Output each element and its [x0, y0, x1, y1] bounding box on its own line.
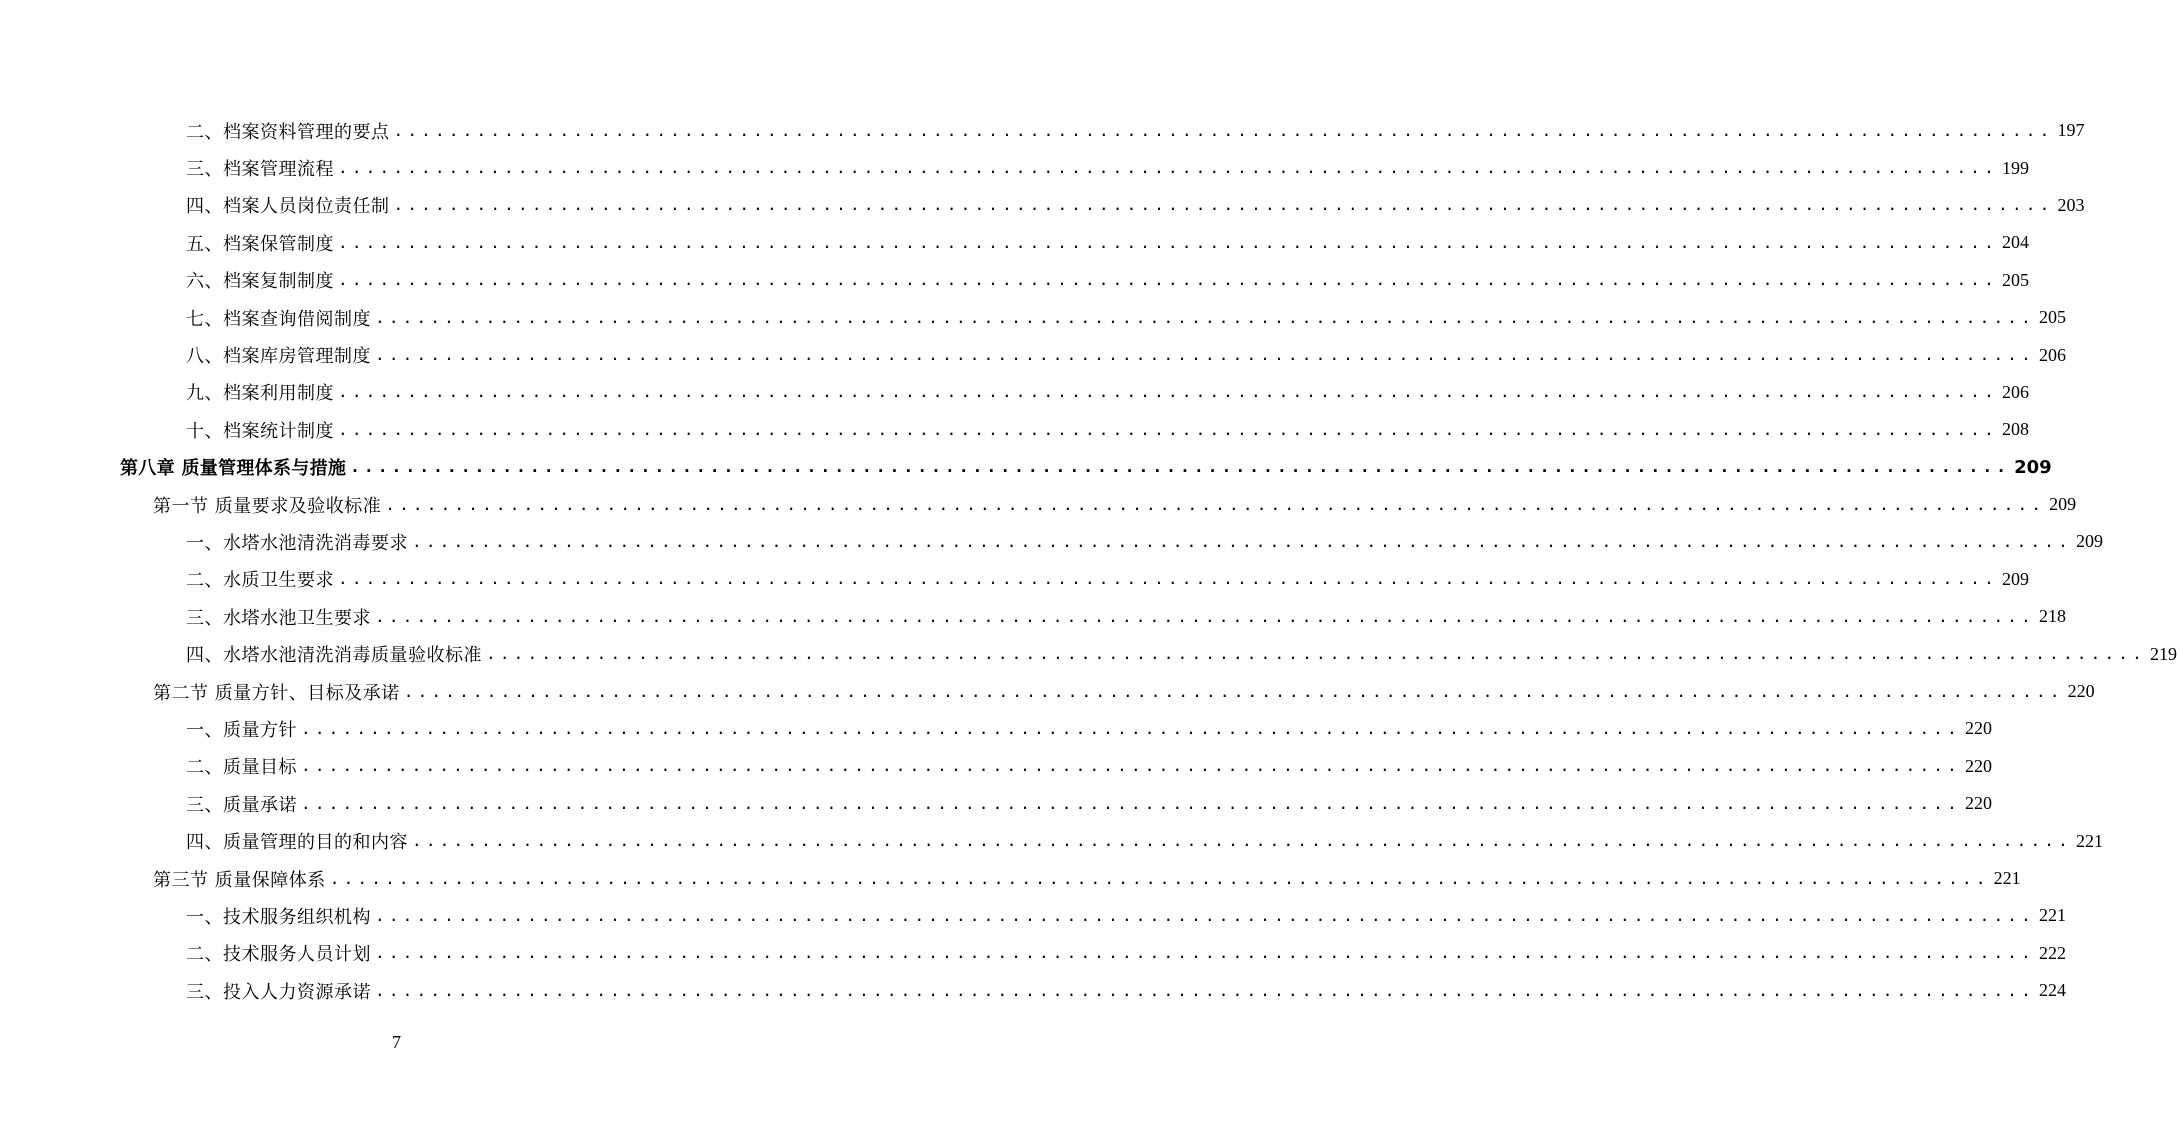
toc-entry-title: 二、档案资料管理的要点	[186, 121, 390, 143]
toc-entry-page: 209	[2001, 568, 2029, 589]
toc-dot-leader: ........................................................................................................................	[329, 868, 1990, 888]
toc-entry-item[interactable]	[0, 374, 2029, 411]
toc-entry-page: 204	[2001, 232, 2029, 253]
toc-entry-item[interactable]	[0, 523, 2103, 560]
toc-dot-leader: ........................................................................................................................	[393, 195, 2054, 215]
toc-entry-page: 220	[1964, 718, 1992, 739]
toc-entry-title: 第三节 质量保障体系	[153, 869, 326, 891]
toc-entry-title: 二、技术服务人员计划	[186, 944, 371, 966]
toc-entry-item[interactable]	[0, 897, 2066, 934]
toc-entry-chapter[interactable]	[0, 449, 2052, 486]
toc-dot-leader: ........................................................................................................................	[412, 531, 2072, 551]
table-of-contents	[0, 112, 2177, 1009]
toc-entry-page: 219	[2149, 643, 2177, 664]
toc-entry-title: 四、水塔水池清洗消毒质量验收标准	[186, 645, 482, 667]
toc-entry-page: 220	[2067, 681, 2095, 702]
toc-entry-item[interactable]	[0, 785, 1992, 822]
toc-entry-page: 209	[2014, 456, 2052, 478]
toc-dot-leader: ........................................................................................................................	[375, 345, 2035, 365]
toc-entry-item[interactable]	[0, 935, 2066, 972]
toc-dot-leader: ........................................................................................................................	[375, 606, 2035, 626]
toc-entry-title: 九、档案利用制度	[186, 383, 334, 405]
toc-entry-title: 八、档案库房管理制度	[186, 346, 371, 368]
toc-entry-title: 一、水塔水池清洗消毒要求	[186, 532, 408, 554]
toc-entry-page: 197	[2057, 120, 2085, 141]
toc-dot-leader: ........................................................................................................................	[486, 644, 2146, 664]
toc-entry-item[interactable]	[0, 187, 2085, 224]
toc-entry-item[interactable]	[0, 411, 2029, 448]
toc-entry-section[interactable]	[0, 860, 2021, 897]
toc-dot-leader: ........................................................................................................................	[403, 681, 2064, 701]
toc-dot-leader: ........................................................................................................................	[412, 831, 2072, 851]
toc-dot-leader: ........................................................................................................................	[375, 905, 2035, 925]
toc-entry-item[interactable]	[0, 822, 2103, 859]
toc-entry-item[interactable]	[0, 336, 2066, 373]
toc-entry-title: 二、水质卫生要求	[186, 570, 334, 592]
toc-entry-page: 206	[2001, 381, 2029, 402]
toc-entry-item[interactable]	[0, 149, 2029, 186]
toc-entry-title: 六、档案复制制度	[186, 271, 334, 293]
toc-entry-page: 209	[2049, 494, 2077, 515]
toc-entry-title: 三、档案管理流程	[186, 159, 334, 181]
toc-entry-page: 206	[2038, 344, 2066, 365]
toc-dot-leader: ........................................................................................................................	[375, 307, 2035, 327]
toc-entry-title: 一、质量方针	[186, 719, 297, 741]
toc-entry-page: 222	[2038, 942, 2066, 963]
toc-entry-item[interactable]	[0, 299, 2066, 336]
page-number: 7	[392, 1032, 401, 1052]
toc-entry-page: 205	[2001, 269, 2029, 290]
toc-entry-title: 七、档案查询借阅制度	[186, 308, 371, 330]
toc-entry-title: 一、技术服务组织机构	[186, 906, 371, 928]
toc-entry-section[interactable]	[0, 673, 2095, 710]
toc-entry-page: 220	[1964, 793, 1992, 814]
toc-entry-page: 224	[2038, 980, 2066, 1001]
toc-dot-leader: ........................................................................................................................	[338, 270, 1998, 290]
toc-entry-page: 218	[2038, 606, 2066, 627]
toc-entry-page: 209	[2075, 531, 2103, 552]
toc-dot-leader: ........................................................................................................................	[301, 756, 1961, 776]
toc-entry-item[interactable]	[0, 262, 2029, 299]
toc-dot-leader: ........................................................................................................................	[338, 569, 1998, 589]
toc-dot-leader: ........................................................................................................................	[338, 232, 1998, 252]
toc-entry-title: 第一节 质量要求及验收标准	[153, 495, 382, 517]
toc-dot-leader: ........................................................................................................................	[338, 158, 1998, 178]
toc-dot-leader: ........................................................................................................................	[338, 382, 1998, 402]
toc-entry-title: 三、水塔水池卫生要求	[186, 607, 371, 629]
toc-entry-page: 199	[2001, 157, 2029, 178]
toc-entry-title: 三、投入人力资源承诺	[186, 981, 371, 1003]
toc-entry-page: 221	[2038, 905, 2066, 926]
toc-dot-leader: ........................................................................................................................	[301, 718, 1961, 738]
toc-entry-page: 205	[2038, 307, 2066, 328]
toc-entry-title: 第八章 质量管理体系与措施	[120, 458, 347, 480]
toc-entry-item[interactable]	[0, 112, 2085, 149]
toc-entry-page: 221	[2075, 830, 2103, 851]
toc-entry-page: 203	[2057, 194, 2085, 215]
toc-dot-leader: ........................................................................................................................	[393, 120, 2054, 140]
toc-entry-item[interactable]	[0, 561, 2029, 598]
toc-entry-section[interactable]	[0, 486, 2077, 523]
toc-entry-item[interactable]	[0, 710, 1992, 747]
toc-entry-title: 四、档案人员岗位责任制	[186, 196, 390, 218]
toc-dot-leader: ........................................................................................................................	[301, 793, 1961, 813]
toc-entry-item[interactable]	[0, 224, 2029, 261]
toc-dot-leader: ........................................................................................................................	[350, 457, 2011, 477]
toc-entry-item[interactable]	[0, 972, 2066, 1009]
toc-dot-leader: ........................................................................................................................	[385, 494, 2046, 514]
toc-entry-page: 220	[1964, 755, 1992, 776]
toc-entry-title: 十、档案统计制度	[186, 420, 334, 442]
toc-entry-title: 五、档案保管制度	[186, 233, 334, 255]
toc-entry-title: 二、质量目标	[186, 757, 297, 779]
toc-entry-page: 221	[1993, 868, 2021, 888]
toc-entry-title: 三、质量承诺	[186, 794, 297, 816]
toc-entry-item[interactable]	[0, 635, 2177, 672]
toc-entry-title: 四、质量管理的目的和内容	[186, 832, 408, 854]
toc-dot-leader: ........................................................................................................................	[338, 419, 1998, 439]
toc-entry-page: 208	[2001, 419, 2029, 440]
toc-dot-leader: ........................................................................................................................	[375, 980, 2035, 1000]
toc-entry-title: 第二节 质量方针、目标及承诺	[153, 682, 400, 704]
toc-dot-leader: ........................................................................................................................	[375, 943, 2035, 963]
toc-entry-item[interactable]	[0, 748, 1992, 785]
toc-entry-item[interactable]	[0, 598, 2066, 635]
